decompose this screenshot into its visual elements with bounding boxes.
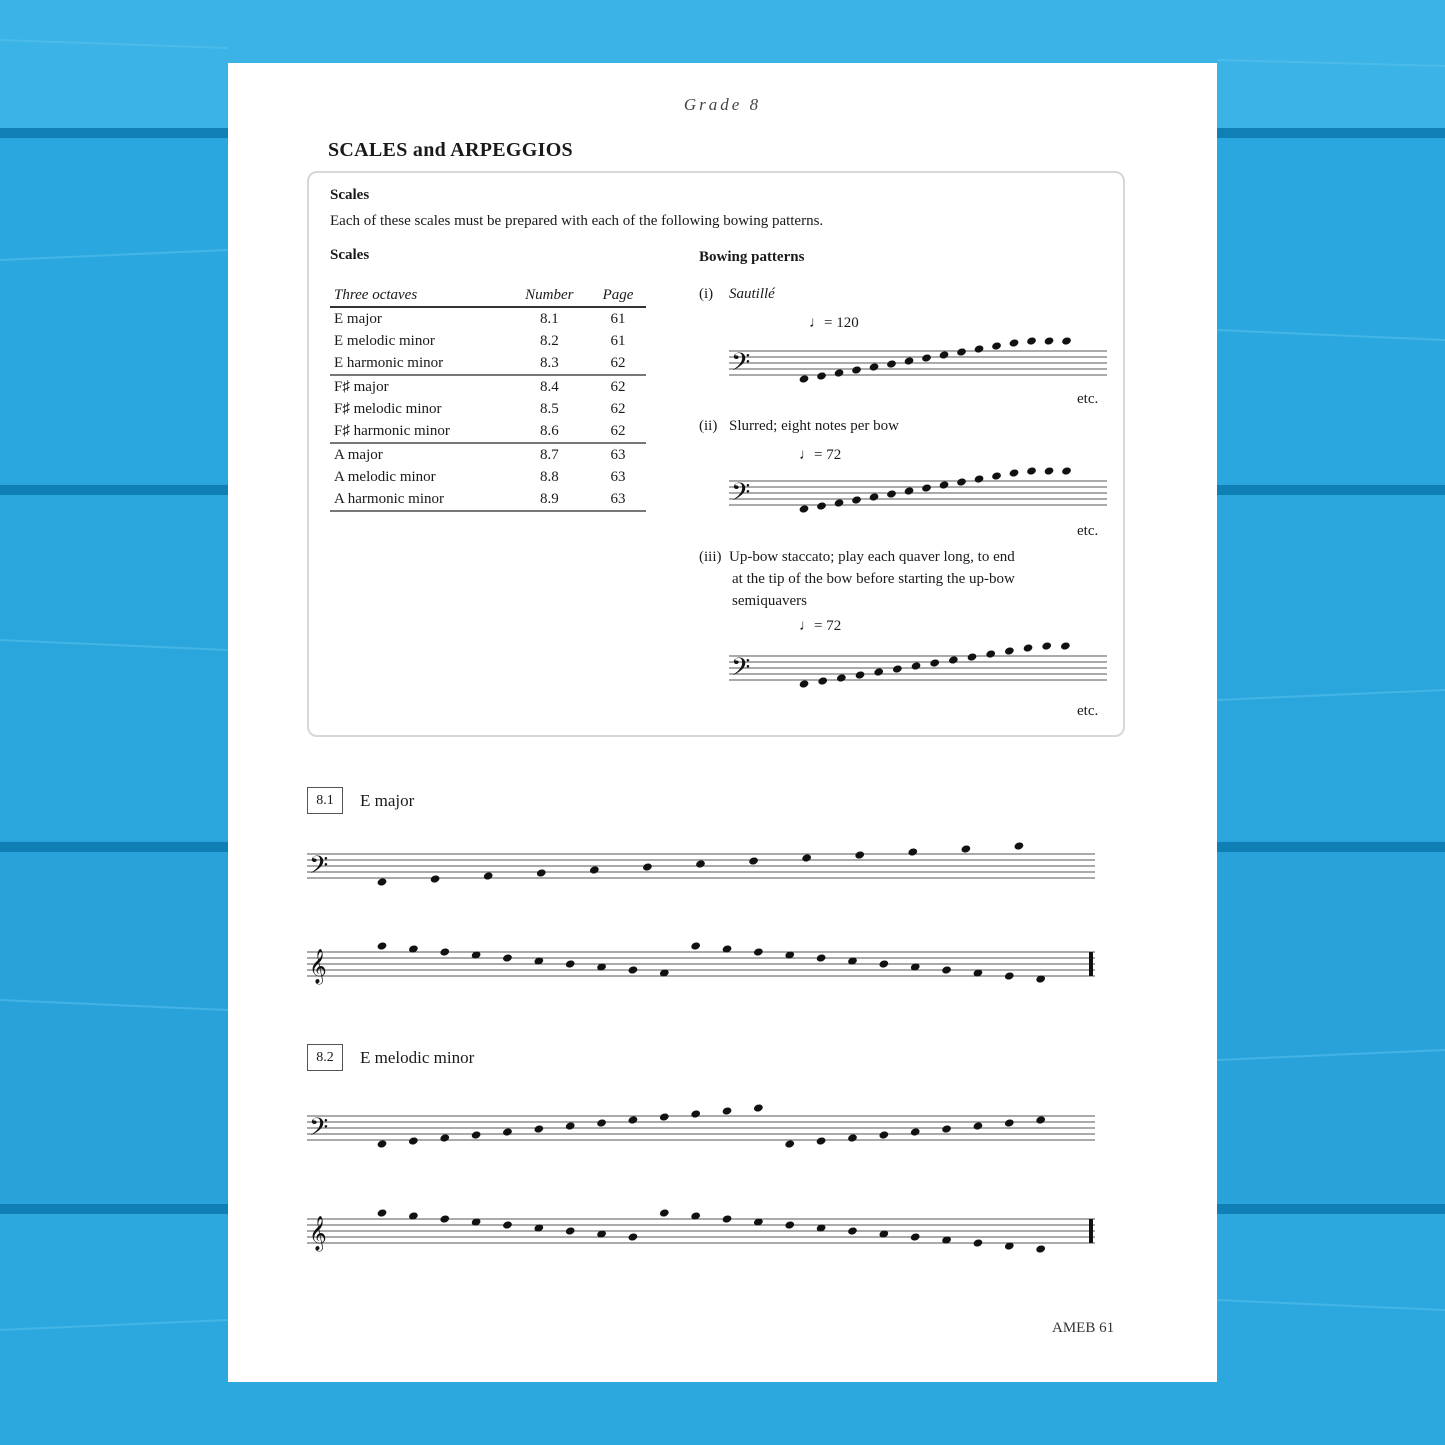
note-head — [1004, 971, 1015, 980]
pattern-1-etc: etc. — [1077, 391, 1099, 407]
note-head — [1035, 1244, 1046, 1253]
table-row — [330, 352, 646, 375]
table-row — [330, 443, 646, 466]
table-cell: A harmonic minor — [330, 488, 509, 511]
note-head — [439, 1133, 450, 1142]
section-title: SCALES and ARPEGGIOS — [328, 139, 573, 161]
note-head — [974, 474, 985, 483]
note-head — [1004, 646, 1015, 655]
note-head — [851, 365, 862, 374]
note-head — [1060, 641, 1071, 650]
table-cell: 8.6 — [509, 420, 590, 443]
note-head — [799, 374, 810, 383]
note-head — [948, 655, 959, 664]
staff-lines — [729, 481, 1107, 505]
note-head — [799, 504, 810, 513]
table-cell: 8.8 — [539, 468, 559, 485]
pattern-3-line-3: semiquavers — [732, 593, 807, 609]
col-header-page: Page — [590, 285, 646, 307]
note-head — [960, 844, 971, 853]
clef-icon: 𝄞 — [309, 949, 327, 984]
note-head — [921, 483, 932, 492]
note-head — [817, 676, 828, 685]
pattern-3-line-1: Up-bow staccato; play each quaver long, to end — [729, 549, 1015, 565]
note-head — [799, 679, 810, 688]
pattern-2-text: Slurred; eight notes per bow — [729, 418, 899, 434]
pattern-3-line-2: at the tip of the bow before starting the up-bow — [732, 571, 1015, 587]
note-head — [973, 1238, 984, 1247]
staff-lines — [307, 1219, 1095, 1243]
clef-icon: 𝄞 — [309, 1216, 327, 1251]
table-cell: 8.5 — [539, 400, 559, 417]
note-head — [869, 362, 880, 371]
note-head — [801, 853, 812, 862]
table-cell: 62 — [590, 352, 646, 375]
note-head — [910, 1232, 921, 1241]
note-head — [695, 859, 706, 868]
table-cell: A major — [334, 446, 383, 463]
note-head — [941, 965, 952, 974]
note-head — [628, 1232, 639, 1241]
table-row — [330, 398, 646, 420]
note-head — [753, 947, 764, 956]
note-head — [816, 1136, 827, 1145]
note-head — [748, 856, 759, 865]
note-head — [659, 1112, 670, 1121]
instruction-text: Each of these scales must be prepared with each of the following bowing patterns. — [330, 213, 824, 229]
pattern-3-tempo: ♩= 72 — [799, 618, 842, 634]
note-head — [834, 498, 845, 507]
scales-table — [330, 285, 646, 512]
note-head — [911, 661, 922, 670]
note-head — [851, 495, 862, 504]
final-barline — [1089, 1219, 1093, 1243]
note-head — [377, 941, 388, 950]
note-head — [408, 1136, 419, 1145]
table-cell: 62 — [610, 378, 626, 395]
pattern-2-label — [699, 418, 899, 435]
note-head — [878, 1130, 889, 1139]
note-head — [967, 652, 978, 661]
note-head — [907, 847, 918, 856]
table-cell: E melodic minor — [334, 332, 435, 349]
pattern-3-number: (iii) — [699, 549, 722, 565]
table-cell: 62 — [590, 420, 646, 443]
note-head — [1061, 466, 1072, 475]
table-cell: 8.1 — [539, 310, 559, 327]
scale-8-2-staff-2 — [307, 1196, 1097, 1266]
note-head — [991, 341, 1002, 350]
table-cell: 8.9 — [509, 488, 590, 511]
table-cell: 63 — [610, 446, 626, 463]
col-header-octaves: Three octaves — [330, 285, 509, 307]
clef-icon: 𝄢 — [731, 478, 751, 513]
note-head — [956, 347, 967, 356]
staff-lines — [729, 351, 1107, 375]
clef-icon: 𝄢 — [309, 851, 329, 886]
note-head — [753, 1103, 764, 1112]
clef-icon: 𝄢 — [731, 348, 751, 383]
note-head — [847, 1226, 858, 1235]
note-head — [439, 947, 450, 956]
running-head: Grade 8 — [683, 95, 762, 114]
note-head — [1026, 336, 1037, 345]
note-head — [1061, 336, 1072, 345]
note-head — [1044, 336, 1055, 345]
clef-icon: 𝄢 — [309, 1113, 329, 1148]
pattern-2-tempo: ♩= 72 — [799, 447, 842, 463]
note-head — [941, 1124, 952, 1133]
note-head — [784, 1139, 795, 1148]
table-cell: 63 — [610, 468, 626, 485]
note-head — [873, 667, 884, 676]
pattern-1-number: (i) — [699, 286, 714, 302]
note-head — [502, 953, 513, 962]
note-head — [690, 1109, 701, 1118]
scale-number-box: 8.1 — [307, 787, 343, 814]
note-head — [1035, 1115, 1046, 1124]
note-head — [471, 1130, 482, 1139]
note-head — [690, 941, 701, 950]
requirements-box — [307, 171, 1125, 737]
note-head — [377, 1208, 388, 1217]
note-head — [956, 477, 967, 486]
col-header-number: Number — [509, 285, 590, 307]
note-head — [910, 1127, 921, 1136]
note-head — [985, 649, 996, 658]
note-head — [854, 850, 865, 859]
note-head — [904, 356, 915, 365]
pattern-1-staff — [729, 333, 1109, 393]
scale-8-2-staff-1 — [307, 1093, 1097, 1163]
note-head — [1041, 641, 1052, 650]
scale-8-1-staff-1 — [307, 831, 1097, 901]
scales-list-heading: Scales — [330, 247, 370, 263]
note-head — [855, 670, 866, 679]
pattern-1-label — [699, 286, 775, 303]
note-head — [816, 953, 827, 962]
table-cell: 63 — [590, 488, 646, 511]
table-row — [330, 330, 646, 352]
note-head — [722, 1214, 733, 1223]
table-cell: E harmonic minor — [330, 352, 509, 375]
note-head — [974, 344, 985, 353]
note-head — [533, 1124, 544, 1133]
table-cell: A melodic minor — [334, 468, 436, 485]
note-head — [886, 489, 897, 498]
table-cell: 8.3 — [509, 352, 590, 375]
note-head — [834, 368, 845, 377]
table-cell: 61 — [610, 310, 626, 327]
note-head — [1004, 1118, 1015, 1127]
note-head — [722, 1106, 733, 1115]
note-head — [816, 501, 827, 510]
note-head — [1009, 338, 1020, 347]
note-head — [836, 673, 847, 682]
note-head — [973, 1121, 984, 1130]
pattern-2-staff — [729, 458, 1109, 528]
table-cell: 62 — [610, 400, 626, 417]
note-head — [565, 959, 576, 968]
note-head — [589, 865, 600, 874]
pattern-3-label — [699, 549, 1015, 566]
note-head — [892, 664, 903, 673]
note-head — [1014, 841, 1025, 850]
note-head — [439, 1214, 450, 1223]
note-head — [536, 868, 547, 877]
pattern-3-staff — [729, 633, 1109, 703]
note-head — [483, 871, 494, 880]
note-head — [847, 1133, 858, 1142]
note-head — [904, 486, 915, 495]
scale-number-box: 8.2 — [307, 1044, 343, 1071]
table-cell: 8.7 — [539, 446, 559, 463]
table-cell: F♯ harmonic minor — [330, 420, 509, 443]
table-row — [330, 420, 646, 443]
scale-title: E melodic minor — [360, 1048, 475, 1067]
note-head — [628, 965, 639, 974]
table-row — [330, 375, 646, 398]
table-row — [330, 466, 646, 488]
table-row — [330, 307, 646, 330]
note-head — [886, 359, 897, 368]
note-head — [628, 1115, 639, 1124]
music-book-page — [228, 63, 1217, 1382]
scale-8-1-staff-2 — [307, 929, 1097, 999]
note-head — [430, 874, 441, 883]
table-cell: F♯ major — [334, 378, 389, 395]
final-barline — [1089, 952, 1093, 976]
table-row — [330, 488, 646, 511]
note-head — [921, 353, 932, 362]
note-head — [377, 1139, 388, 1148]
pattern-2-number: (ii) — [699, 418, 718, 434]
note-head — [659, 1208, 670, 1217]
note-head — [565, 1121, 576, 1130]
table-cell: 61 — [610, 332, 626, 349]
note-head — [816, 371, 827, 380]
pattern-1-tempo: ♩= 120 — [809, 315, 859, 331]
note-head — [565, 1226, 576, 1235]
scale-title: E major — [360, 791, 415, 810]
pattern-3-etc: etc. — [1077, 703, 1099, 719]
note-head — [1026, 466, 1037, 475]
table-cell: 8.2 — [539, 332, 559, 349]
note-head — [502, 1127, 513, 1136]
note-head — [502, 1220, 513, 1229]
note-head — [939, 480, 950, 489]
page-footer: AMEB 61 — [1052, 1320, 1115, 1336]
note-head — [642, 862, 653, 871]
pattern-1-text: Sautillé — [729, 286, 775, 302]
note-head — [377, 877, 388, 886]
pattern-2-etc: etc. — [1077, 523, 1099, 539]
note-head — [929, 658, 940, 667]
note-head — [878, 959, 889, 968]
note-head — [1023, 643, 1034, 652]
note-head — [869, 492, 880, 501]
note-head — [596, 1118, 607, 1127]
clef-icon: 𝄢 — [731, 653, 751, 688]
note-head — [939, 350, 950, 359]
note-head — [991, 471, 1002, 480]
scales-heading: Scales — [330, 187, 370, 203]
table-cell: F♯ melodic minor — [334, 400, 442, 417]
table-cell: E major — [334, 310, 382, 327]
table-cell: 8.4 — [539, 378, 559, 395]
note-head — [1044, 466, 1055, 475]
bowing-heading: Bowing patterns — [699, 249, 805, 265]
note-head — [784, 1220, 795, 1229]
note-head — [1009, 468, 1020, 477]
